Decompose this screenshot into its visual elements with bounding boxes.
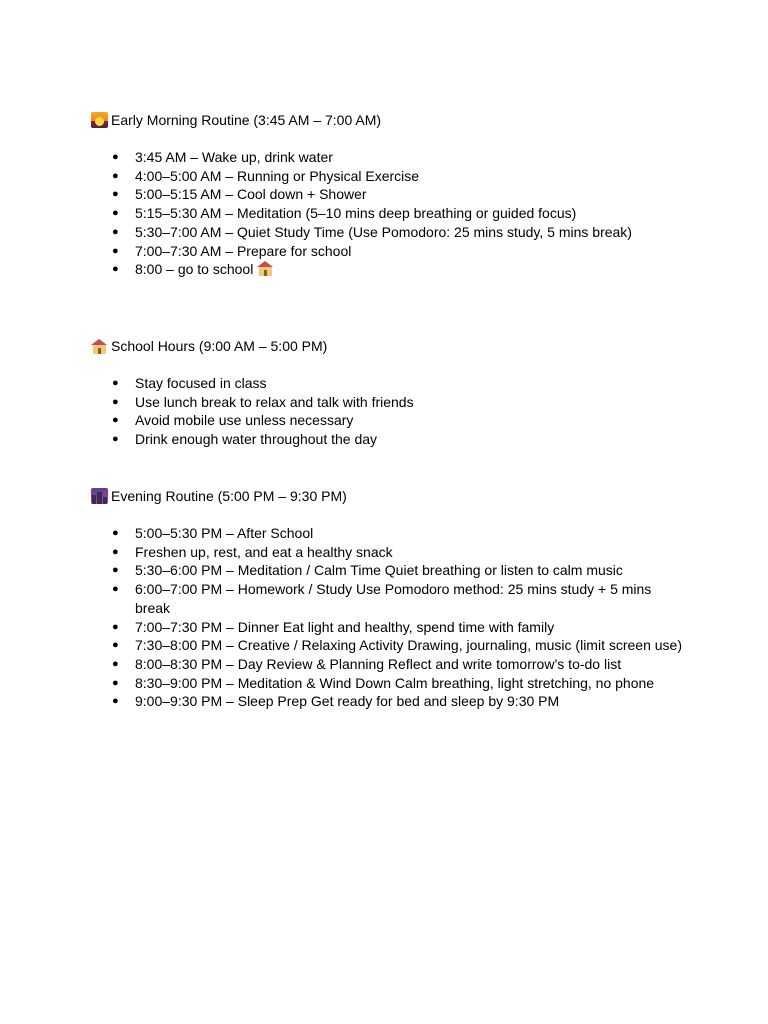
bullet: ●	[112, 188, 119, 201]
list-item: ● 8:30–9:00 PM – Meditation & Wind Down Calm breathing, light stretching, no phone	[112, 674, 655, 691]
list-item: ● 5:30–7:00 AM – Quiet Study Time (Use Pomodoro: 25 mins study, 5 mins break)	[112, 223, 632, 240]
school-hours-list	[0, 374, 768, 449]
bullet: ●	[112, 169, 119, 182]
list-item: ● 8:00–8:30 PM – Day Review & Planning Reflect and write tomorrow’s to-do list	[112, 655, 622, 672]
list-item: ● 5:00–5:15 AM – Cool down + Shower	[112, 186, 367, 203]
bullet: ●	[112, 414, 119, 427]
bullet: ●	[112, 695, 119, 708]
section-heading-early-morning	[91, 111, 381, 129]
sunrise-icon	[91, 112, 108, 128]
list-item: ● 8:00 – go to school	[0, 260, 768, 279]
list-item: ● 5:00–5:30 PM – After School	[112, 525, 314, 541]
list-item: ● Avoid mobile use unless necessary	[112, 412, 354, 429]
city-dusk-icon	[91, 488, 108, 504]
bullet: ●	[112, 676, 119, 689]
list-item: ● 9:00–9:30 PM – Sleep Prep Get ready for bed and sleep by 9:30 PM	[112, 693, 560, 710]
list-item: ● Use lunch break to relax and talk with friends	[112, 393, 414, 410]
evening-list	[0, 524, 768, 711]
list-item: ● 7:30–8:00 PM – Creative / Relaxing Activity Drawing, journaling, music (limit screen use)	[112, 637, 683, 654]
bullet: ●	[112, 395, 119, 408]
bullet: ●	[112, 377, 119, 389]
bullet: ●	[112, 583, 119, 596]
list-item: ● 3:45 AM – Wake up, drink water	[112, 149, 333, 165]
bullet: ●	[112, 225, 119, 238]
bullet: ●	[112, 207, 119, 220]
bullet: ●	[112, 263, 119, 276]
list-item: ● 4:00–5:00 AM – Running or Physical Exercise	[112, 167, 420, 184]
section-heading-evening	[91, 487, 347, 505]
bullet: ●	[112, 620, 119, 633]
section-title: Early Morning Routine (3:45 AM – 7:00 AM)	[111, 112, 382, 128]
bullet: ●	[112, 527, 119, 539]
school-icon	[91, 338, 108, 354]
early-morning-list	[0, 148, 768, 279]
list-item: ● 5:30–6:00 PM – Meditation / Calm Time Quiet breathing or listen to calm music	[112, 562, 623, 579]
school-icon	[257, 260, 274, 276]
bullet: ●	[112, 433, 119, 446]
list-item: ● Freshen up, rest, and eat a healthy snack	[112, 543, 393, 560]
bullet: ●	[112, 545, 119, 558]
bullet: ●	[112, 639, 119, 652]
bullet: ●	[112, 564, 119, 577]
section-heading-school-hours	[91, 337, 327, 355]
bullet: ●	[112, 657, 119, 670]
section-title: School Hours (9:00 AM – 5:00 PM)	[111, 338, 328, 354]
list-item: ● 7:00–7:30 AM – Prepare for school	[112, 242, 352, 259]
bullet: ●	[112, 244, 119, 257]
bullet: ●	[112, 151, 119, 163]
list-item: ● Drink enough water throughout the day	[112, 431, 378, 448]
list-item: ● Stay focused in class	[112, 375, 267, 391]
list-item: ● 7:00–7:30 PM – Dinner Eat light and healthy, spend time with family	[112, 618, 555, 635]
section-title: Evening Routine (5:00 PM – 9:30 PM)	[111, 488, 347, 504]
list-item: ● 6:00–7:00 PM – Homework / Study Use Pomodoro method: 25 mins study + 5 mins break	[112, 581, 652, 616]
list-item: ● 5:15–5:30 AM – Meditation (5–10 mins deep breathing or guided focus)	[112, 205, 577, 222]
